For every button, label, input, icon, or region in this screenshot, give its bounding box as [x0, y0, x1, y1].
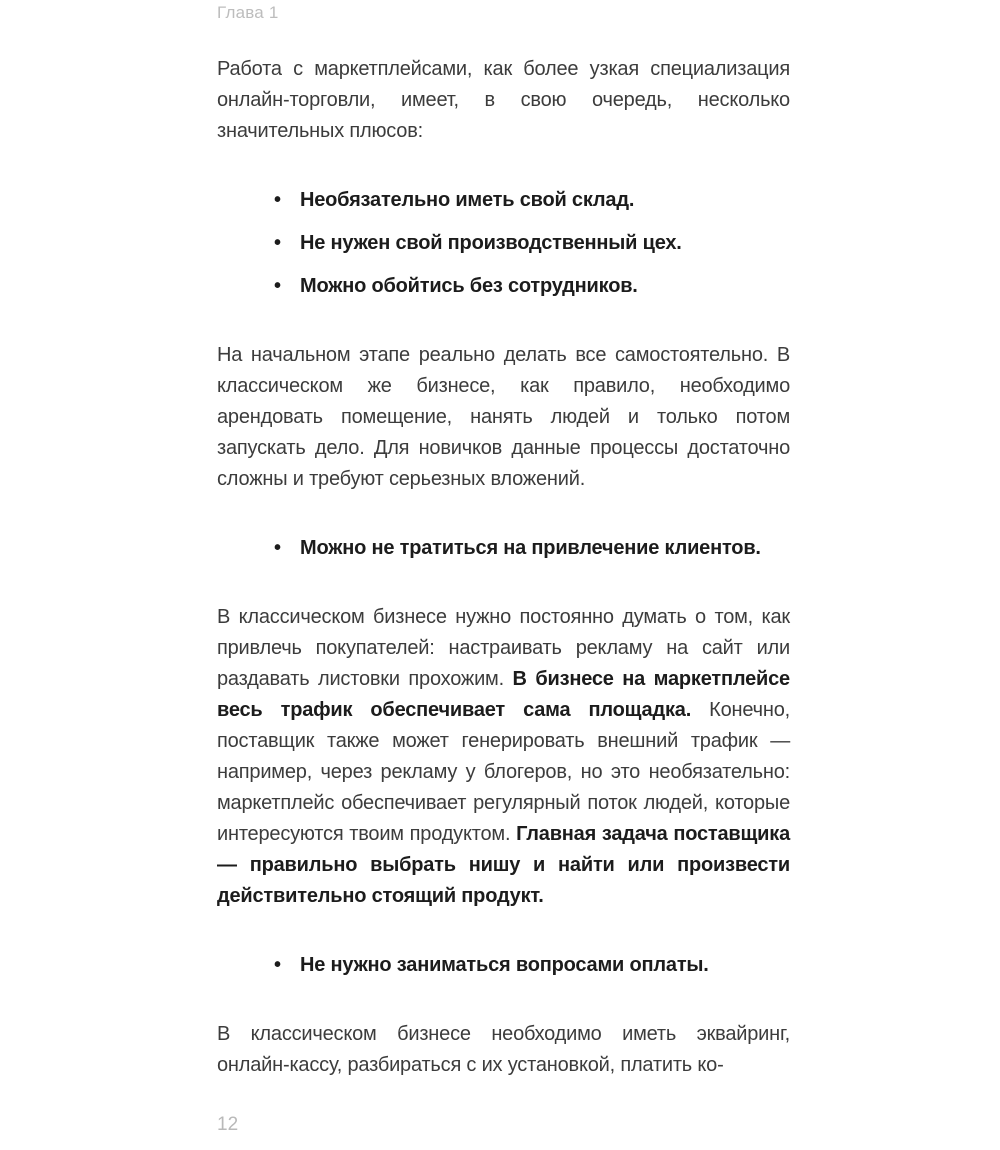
- paragraph-traffic-segment: Конечно, поставщик также может генерировать внешний трафик — например, через рекламу у блогеров, но это необязательно: маркетплейс обеспечивает регулярный поток людей, которые интересуются твоим продуктом.: [217, 699, 790, 845]
- list-item-label: Можно не тратиться на привлечение клиентов.: [300, 537, 761, 559]
- chapter-header: Глава 1: [217, 3, 279, 22]
- list-item-label: Необязательно иметь свой склад.: [300, 189, 635, 211]
- paragraph-traffic-bold-segment: В бизнесе на маркетплейсе весь трафик обеспечивает сама площадка.: [217, 668, 790, 721]
- list-item: [217, 271, 790, 302]
- page-footer: [217, 1094, 790, 1136]
- bullet-icon: •: [274, 954, 281, 976]
- advantages-list-1: [217, 173, 790, 314]
- list-item: [217, 533, 790, 564]
- bullet-icon: •: [274, 537, 281, 559]
- page-number: 12: [217, 1114, 239, 1135]
- paragraph-traffic: [217, 602, 790, 912]
- paragraph-payments-text: В классическом бизнесе необходимо иметь эквайринг, онлайн-кассу, разбираться с их установкой, платить ко-: [217, 1023, 790, 1076]
- bullet-icon: •: [274, 232, 281, 254]
- list-item-label: Не нужно заниматься вопросами оплаты.: [300, 954, 709, 976]
- paragraph-intro-text: Работа с маркетплейсами, как более узкая специализация онлайн-торговли, имеет, в свою очередь, несколько значительных плюсов:: [217, 58, 790, 142]
- paragraph-intro: [217, 54, 790, 147]
- paragraph-payments: [217, 1019, 790, 1081]
- paragraph-traffic-bold-segment: Главная задача поставщика — правильно выбрать нишу и найти или произвести действительно стоящий продукт.: [217, 823, 790, 907]
- list-item: [217, 950, 790, 981]
- advantages-list-3: [217, 938, 790, 993]
- list-item-label: Можно обойтись без сотрудников.: [300, 275, 638, 297]
- paragraph-self-start-text: На начальном этапе реально делать все самостоятельно. В классическом же бизнесе, как правило, необходимо арендовать помещение, нанять людей и только потом запускать дело. Для новичков данные процессы достаточно сложны и требуют серьезных вложений.: [217, 344, 790, 490]
- advantages-list-2: [217, 521, 790, 576]
- list-item: [217, 228, 790, 259]
- paragraph-self-start: [217, 340, 790, 495]
- list-item-label: Не нужен свой производственный цех.: [300, 232, 682, 254]
- paragraph-traffic-segment: В классическом бизнесе нужно постоянно думать о том, как привлечь покупателей: настраивать рекламу на сайт или раздавать листовки прохожим.: [217, 606, 790, 690]
- bullet-icon: •: [274, 275, 281, 297]
- list-item: [217, 185, 790, 216]
- bullet-icon: •: [274, 189, 281, 211]
